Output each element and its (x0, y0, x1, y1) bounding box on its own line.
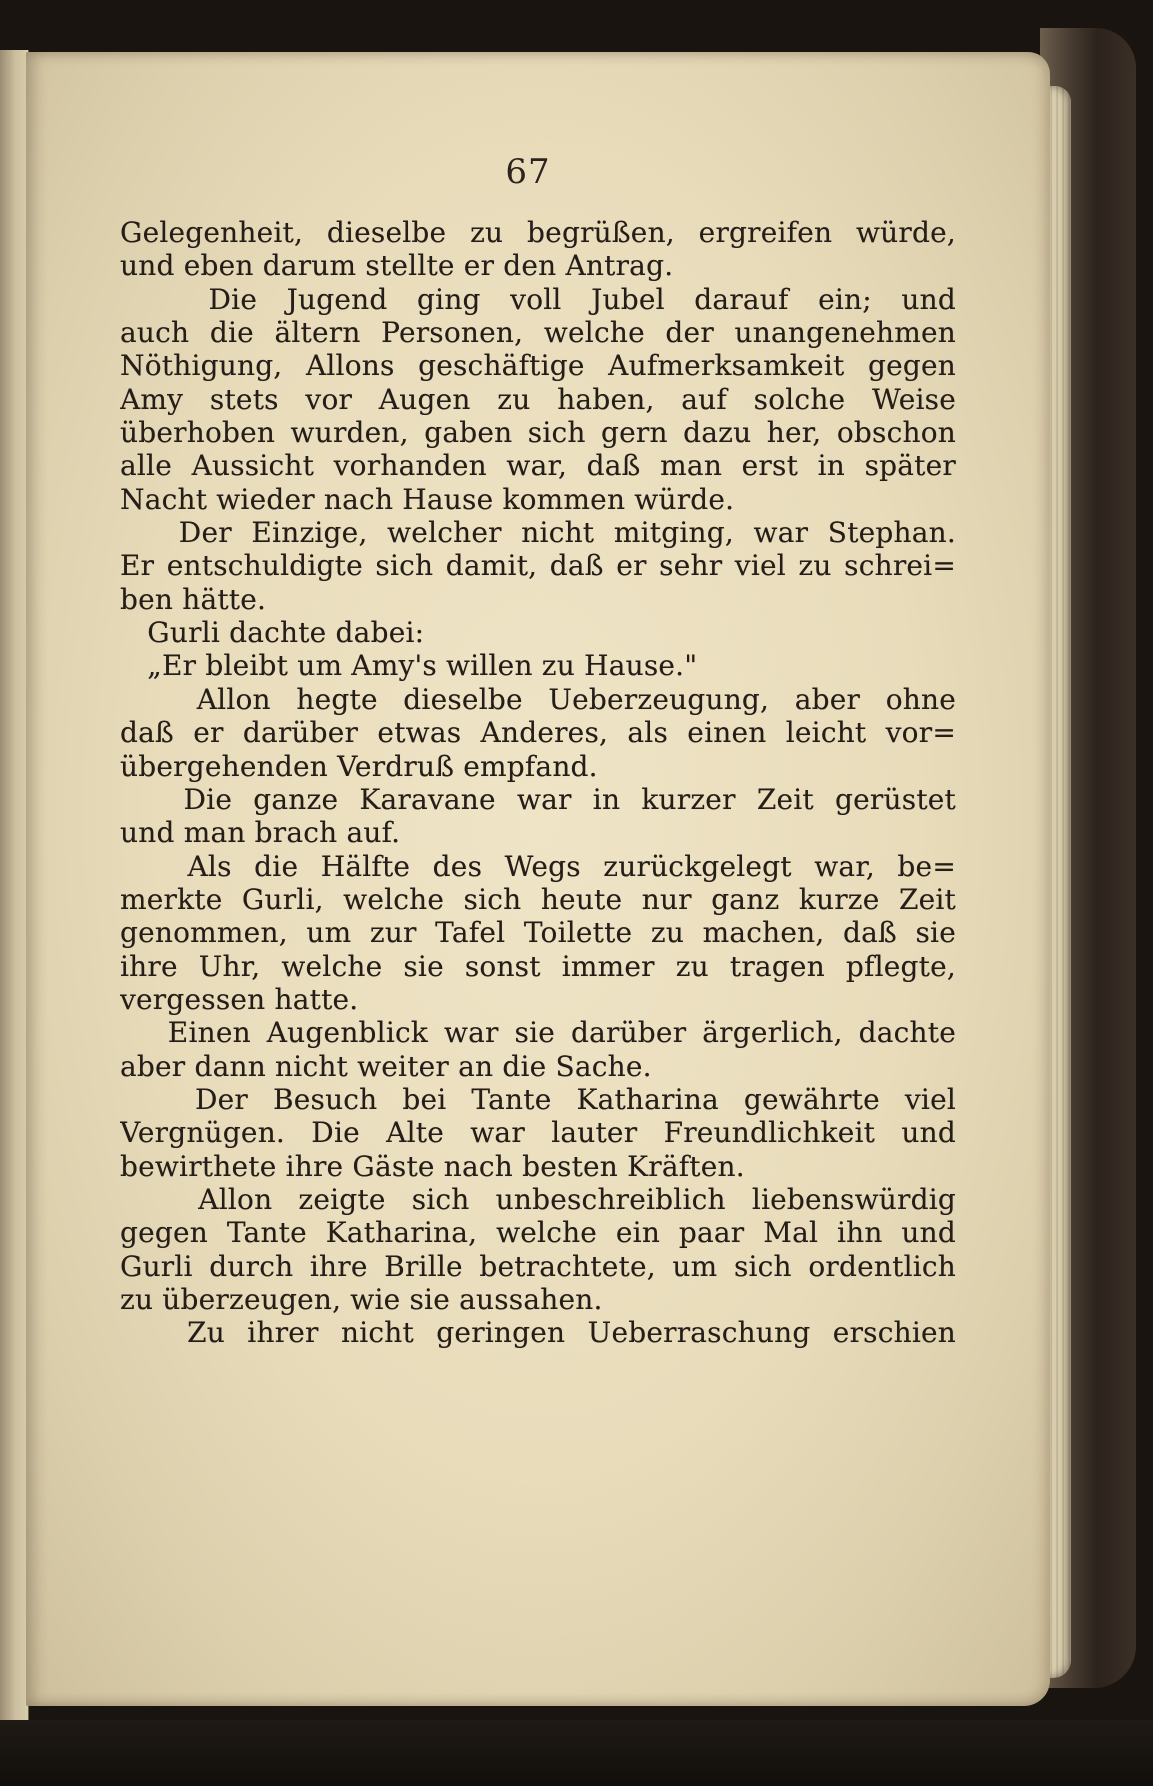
text-line: und man brach auf. (120, 816, 401, 850)
body-text (120, 216, 956, 1350)
text-line: merkte Gurli, welche sich heute nur ganz kurze Zeit (120, 882, 956, 916)
text-line: Die Jugend ging voll Jubel darauf ein; und (120, 282, 956, 316)
book-page (26, 52, 1050, 1706)
text-line: Nöthigung, Allons geschäftige Aufmerksamkeit gegen (120, 349, 956, 383)
text-line: Vergnügen. Die Alte war lauter Freundlichkeit und (120, 1116, 956, 1150)
text-line: gegen Tante Katharina, welche ein paar Mal ihn und (120, 1216, 956, 1250)
facing-page-edge (0, 50, 29, 1720)
text-line: ben hätte. (120, 582, 267, 616)
text-line: Der Besuch bei Tante Katharina gewährte viel (120, 1082, 956, 1116)
text-line: vergessen hatte. (120, 982, 359, 1016)
text-line: Die ganze Karavane war in kurzer Zeit gerüstet (120, 782, 956, 816)
page-number: 67 (505, 152, 551, 192)
text-line: auch die ältern Personen, welche der unangenehmen (120, 316, 956, 350)
text-line: alle Aussicht vorhanden war, daß man erst in später (120, 449, 956, 483)
text-line: Nacht wieder nach Hause kommen würde. (120, 482, 735, 516)
text-line: Zu ihrer nicht geringen Ueberraschung erschien (120, 1316, 956, 1350)
text-line: „Er bleibt um Amy's willen zu Hause." (120, 649, 698, 683)
text-line: Der Einzige, welcher nicht mitging, war Stephan. (120, 516, 956, 550)
text-line: zu überzeugen, wie sie aussahen. (120, 1283, 603, 1316)
text-line: Allon zeigte sich unbeschreiblich liebenswürdig (120, 1182, 956, 1216)
text-line: Einen Augenblick war sie darüber ärgerlich, dachte (120, 1016, 956, 1050)
text-line: aber dann nicht weiter an die Sache. (120, 1049, 652, 1083)
text-line: daß er darüber etwas Anderes, als einen leicht vor= (120, 716, 956, 750)
book-cover-bottom (0, 1720, 1153, 1786)
text-line: Gurli dachte dabei: (120, 616, 425, 650)
text-line: Allon hegte dieselbe Ueberzeugung, aber ohne (120, 682, 956, 716)
text-line: und eben darum stellte er den Antrag. (120, 249, 674, 283)
text-line: überhoben wurden, gaben sich gern dazu her, obschon (120, 416, 956, 450)
text-line: Amy stets vor Augen zu haben, auf solche Weise (120, 382, 956, 416)
text-line: Er entschuldigte sich damit, daß er sehr viel zu schrei= (120, 549, 956, 583)
text-line: Gurli durch ihre Brille betrachtete, um sich ordentlich (120, 1249, 956, 1283)
text-line: genommen, um zur Tafel Toilette zu machen, daß sie (120, 916, 956, 950)
text-line: Als die Hälfte des Wegs zurückgelegt war, be= (120, 849, 956, 883)
text-line: Gelegenheit, dieselbe zu begrüßen, ergreifen würde, (120, 216, 956, 249)
text-line: ihre Uhr, welche sie sonst immer zu tragen pflegte, (120, 949, 956, 983)
text-line: bewirthete ihre Gäste nach besten Kräften. (120, 1149, 745, 1183)
text-line: übergehenden Verdruß empfand. (120, 749, 598, 783)
